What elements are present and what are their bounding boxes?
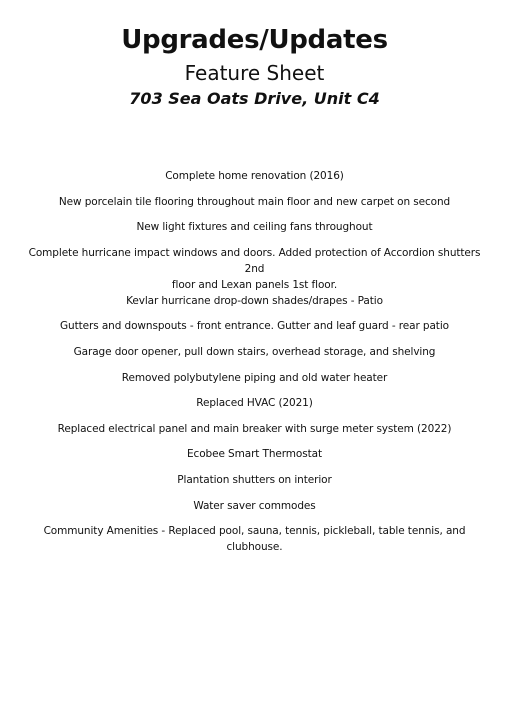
feature-item — [18, 421, 491, 437]
page-subtitle: Feature Sheet — [184, 61, 325, 85]
feature-text-line: Complete home renovation (2016) — [165, 170, 344, 182]
feature-item — [18, 168, 491, 184]
feature-text-line: New porcelain tile flooring throughout main floor and new carpet on second — [58, 195, 451, 208]
feature-item — [18, 344, 491, 360]
feature-text-line: Replaced electrical panel and main breaker with surge meter system (2022) — [57, 422, 452, 435]
feature-item — [18, 194, 491, 210]
document-header — [0, 22, 509, 111]
feature-text-line: Complete hurricane impact windows and doors. Added protection of Accordion shutters 2nd — [28, 246, 481, 275]
feature-item — [18, 523, 491, 555]
feature-text-line: Replaced HVAC (2021) — [196, 397, 313, 410]
feature-text-line: Garage door opener, pull down stairs, overhead storage, and shelving — [73, 345, 436, 358]
feature-item — [18, 219, 491, 235]
feature-text-line: New light fixtures and ceiling fans throughout — [136, 221, 373, 234]
feature-text-line: Water saver commodes — [193, 499, 316, 512]
feature-item — [18, 245, 491, 309]
feature-text-line: Community Amenities - Replaced pool, sauna, tennis, pickleball, table tennis, and clubhouse. — [43, 525, 466, 554]
feature-item — [18, 370, 491, 386]
feature-item — [18, 395, 491, 411]
feature-item — [18, 472, 491, 488]
feature-item — [18, 446, 491, 462]
property-address: 703 Sea Oats Drive, Unit C4 — [129, 89, 380, 108]
feature-text-line: Ecobee Smart Thermostat — [186, 448, 322, 461]
feature-text-line: Removed polybutylene piping and old water heater — [121, 371, 388, 384]
feature-text-line: Kevlar hurricane drop-down shades/drapes - Patio — [126, 294, 383, 307]
feature-item — [18, 318, 491, 334]
feature-text-line: Gutters and downspouts - front entrance. Gutter and leaf guard - rear patio — [60, 320, 449, 333]
feature-text-line: Plantation shutters on interior — [177, 473, 332, 486]
feature-text-line: floor and Lexan panels 1st floor. — [171, 278, 338, 291]
feature-list — [18, 168, 491, 565]
feature-item — [18, 498, 491, 514]
page-title: Upgrades/Updates — [121, 25, 388, 55]
